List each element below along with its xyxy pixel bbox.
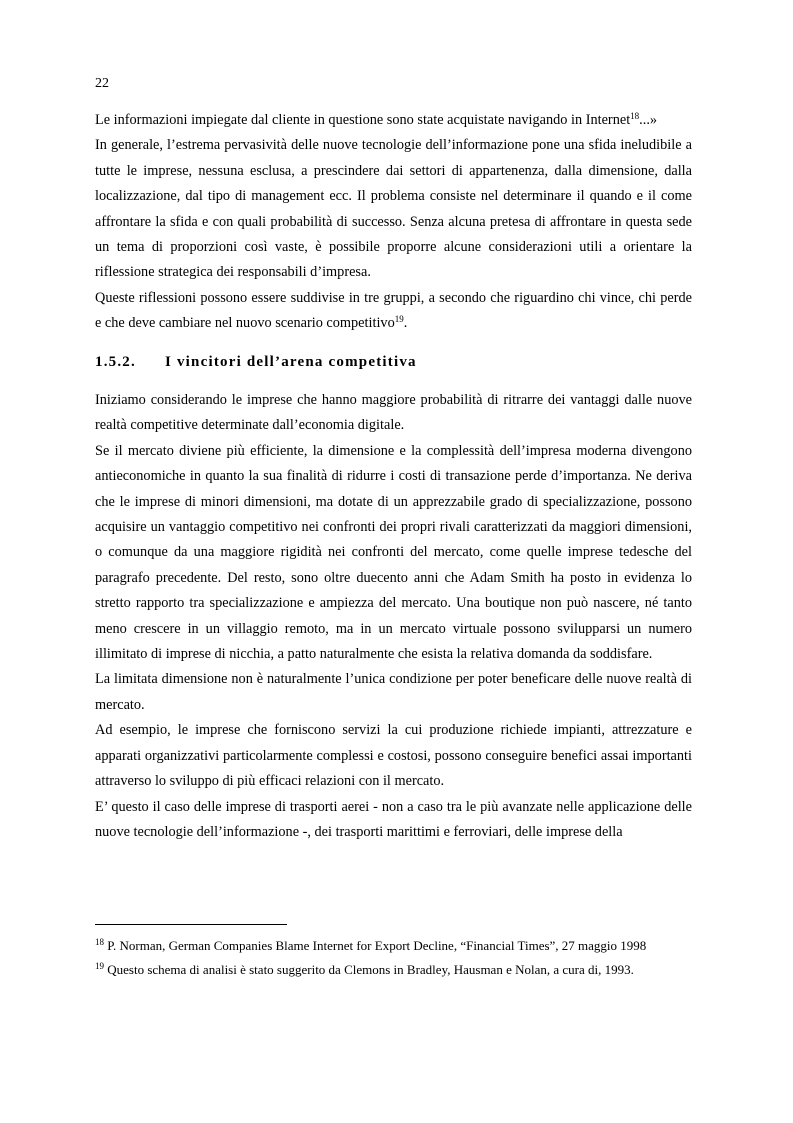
- footnotes: [95, 936, 692, 984]
- paragraph: Ad esempio, le imprese che forniscono servizi la cui produzione richiede impianti, attrezzature e apparati organizzativi particolarmente complessi e costosi, possono conseguire benefici assai importanti attraverso lo sviluppo di più efficaci relazioni con il mercato.: [95, 722, 692, 790]
- paragraph: Iniziamo considerando le imprese che hanno maggiore probabilità di ritrarre dei vantaggi dalle nuove realtà competitive determinate dall’economia digitale.: [95, 392, 692, 434]
- footnote-ref[interactable]: 18: [630, 111, 640, 121]
- footnote: $^{18}$ P. Norman, German Companies Blame Internet for Export Decline, “Financial Times”, 27 maggio 1998: [95, 937, 647, 953]
- footnote: $^{19}$ Questo schema di analisi è stato suggerito da Clemons in Bradley, Hausman e Nolan, a cura di, 1993.: [95, 961, 634, 977]
- body-text-bottom: [95, 388, 692, 845]
- section-number: 1.5.2.: [95, 354, 136, 370]
- footnote-mark: 18: [95, 937, 104, 947]
- paragraph: Se il mercato diviene più efficiente, la dimensione e la complessità dell’impresa moderna divengono antieconomiche in quanto la sua finalità di ridurre i costi di transazione perde d’importanza. Ne deriva che le imprese di minori dimensioni, ma dotate di un apprezzabile grado di specializzazione, possono acquisire un vantaggio competitivo nei confronti dei propri rivali caratterizzati da maggiori dimensioni, o comunque da una maggiore rigidità nei confronti del mercato, come quelle imprese tedesche del paragrafo precedente. Del resto, sono oltre duecento anni che Adam Smith ha posto in evidenza lo stretto rapporto tra specializzazione e ampiezza del mercato. Una boutique non può nascere, né tanto meno crescere in un villaggio remoto, ma in un mercato virtuale possono svilupparsi un numero illimitato di imprese di nicchia, a patto naturalmente che esista la relativa domanda da soddisfare.: [95, 442, 692, 663]
- footnote-ref[interactable]: 19: [394, 314, 404, 325]
- section-title: I vincitori dell’arena competitiva: [165, 354, 417, 370]
- paragraph: In generale, l’estrema pervasività delle nuove tecnologie dell’informazione pone una sfida ineludibile a tutte le imprese, nessuna esclusa, a prescindere dai settori di appartenenza, dalla dimensione, dalla localizzazione, dal tipo di management ecc. Il problema consiste nel determinare il quando e il come affrontare la sfida e con quali probabilità di successo. Senza alcuna pretesa di affrontare in questa sede un tema di proporzioni così vaste, è possibile proporre alcune considerazioni utili a orientare la riflessione strategica dei responsabili d’impresa.: [95, 137, 692, 281]
- paragraph: La limitata dimensione non è naturalmente l’unica condizione per poter beneficare delle nuove realtà di mercato.: [95, 671, 692, 713]
- page-number: 22: [95, 76, 109, 91]
- paragraph: Le informazioni impiegate dal cliente in questione sono state acquistate navigando in Internet$^{18}$...»: [95, 111, 658, 128]
- section-heading: [95, 354, 417, 371]
- footnote-mark: 19: [95, 961, 104, 971]
- paragraph: E’ questo il caso delle imprese di trasporti aerei - non a caso tra le più avanzate nelle applicazione delle nuove tecnologie dell’informazione -, dei trasporti marittimi e ferroviari, delle imprese della: [95, 798, 692, 840]
- paragraph: Queste riflessioni possono essere suddivise in tre gruppi, a secondo che riguardino chi vince, chi perde e che deve cambiare nel nuovo scenario competitivo$^{19}$.: [95, 289, 692, 332]
- footnote-separator: [95, 924, 287, 925]
- body-text-top: [95, 108, 692, 337]
